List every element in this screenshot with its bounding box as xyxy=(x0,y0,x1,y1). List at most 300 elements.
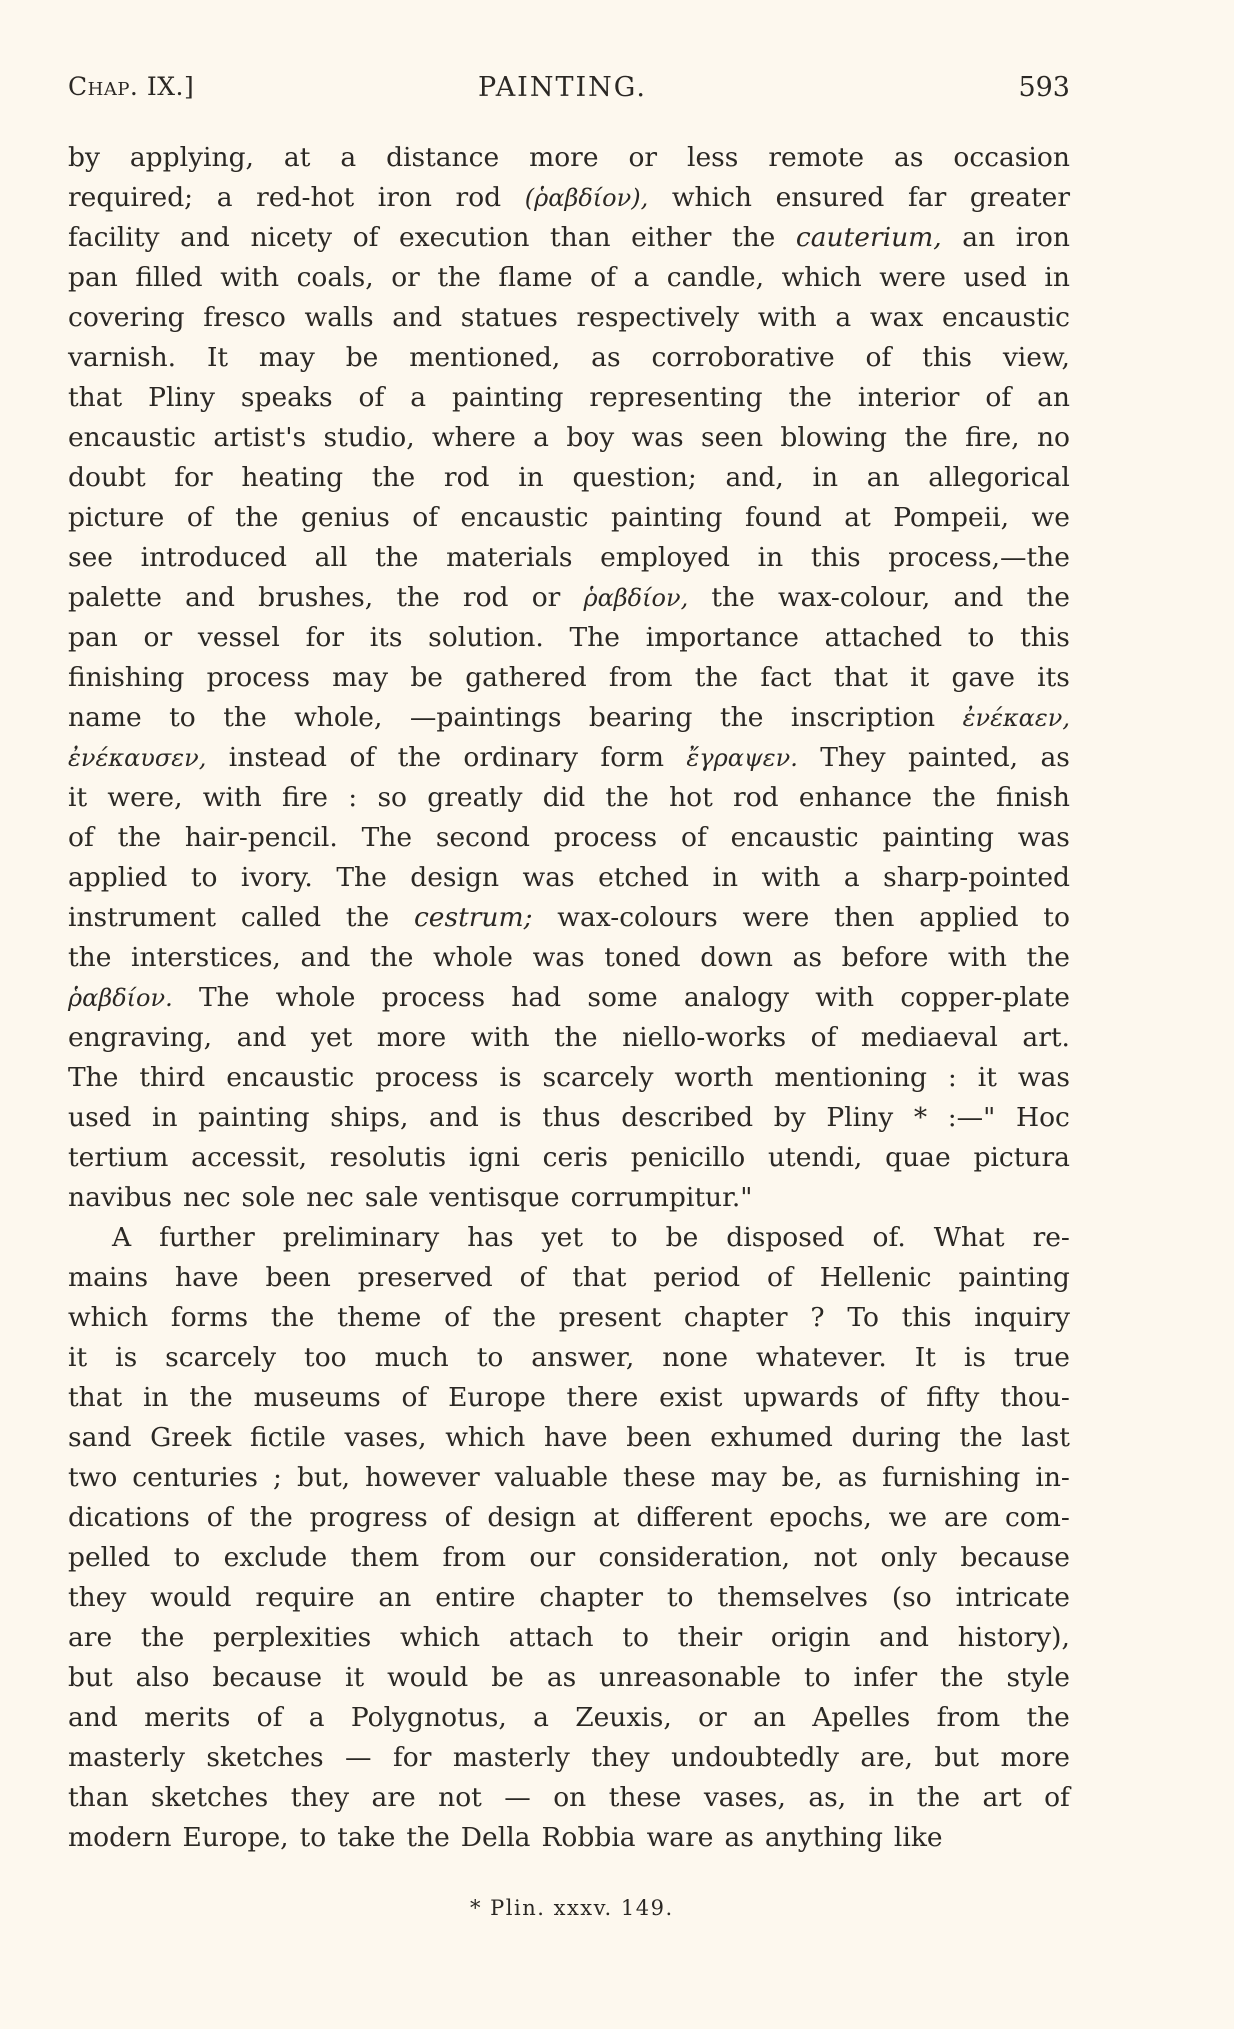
word: be xyxy=(665,1222,699,1253)
word: or xyxy=(143,622,173,653)
word: sand xyxy=(68,1422,132,1453)
word: a xyxy=(533,422,549,453)
word: of xyxy=(358,382,385,413)
word: accessit, xyxy=(191,1142,308,1173)
word: yet xyxy=(310,1022,353,1053)
word: the xyxy=(345,902,390,933)
word: some xyxy=(587,982,658,1013)
word: much xyxy=(374,1342,449,1373)
word: Pliny xyxy=(826,1102,894,1133)
word: are xyxy=(68,1622,113,1653)
word: encaustic xyxy=(460,502,589,533)
word: pan xyxy=(68,622,118,653)
word: which xyxy=(445,1422,526,1453)
word: upwards xyxy=(743,1382,859,1413)
text-line xyxy=(68,1778,1070,1818)
word: the xyxy=(396,582,440,613)
text-line xyxy=(68,1138,1070,1178)
word: were xyxy=(879,262,946,293)
word: process xyxy=(553,822,658,853)
word: the xyxy=(904,422,948,453)
word: the xyxy=(731,222,776,253)
text-line xyxy=(68,1538,1070,1578)
word: a xyxy=(533,1702,549,1733)
word: walls xyxy=(304,302,374,333)
word: quae xyxy=(885,1142,951,1173)
page-title: PAINTING. xyxy=(478,72,647,103)
word: to xyxy=(299,1822,327,1853)
word: applying, xyxy=(129,142,254,173)
word: of xyxy=(519,1262,546,1293)
word: was xyxy=(631,422,684,453)
word: blowing xyxy=(780,422,888,453)
word: statues xyxy=(460,302,558,333)
word: themselves xyxy=(717,1582,868,1613)
text-line xyxy=(68,178,1070,218)
word: the xyxy=(189,1382,233,1413)
word: A xyxy=(112,1222,132,1253)
word: Hellenic xyxy=(819,1262,932,1293)
word: is xyxy=(499,1102,522,1133)
word: has xyxy=(467,1222,514,1253)
word: ware xyxy=(646,1822,714,1853)
text-line xyxy=(68,378,1070,418)
word: corrumpitur." xyxy=(570,1182,753,1213)
word: may xyxy=(710,1462,767,1493)
word: ῥαβδίον, xyxy=(583,584,689,612)
word: design xyxy=(410,862,500,893)
word: that xyxy=(572,1262,627,1293)
word: as xyxy=(724,1822,754,1853)
word: they xyxy=(68,1582,127,1613)
word: a xyxy=(308,1702,325,1733)
word: present xyxy=(558,1302,662,1333)
word: enhance xyxy=(798,782,913,813)
word: of xyxy=(352,222,379,253)
word: mentioning xyxy=(774,1062,927,1093)
word: on xyxy=(553,1782,587,1813)
word: whole, xyxy=(294,702,383,733)
text-line xyxy=(68,1298,1070,1338)
word: more xyxy=(529,142,599,173)
text-line xyxy=(68,818,1070,858)
word: applied xyxy=(919,902,1019,933)
word: The xyxy=(198,982,250,1013)
word: as xyxy=(546,1662,577,1693)
word: nec xyxy=(182,1182,231,1213)
word: be xyxy=(345,342,379,373)
word: required; xyxy=(68,182,194,213)
word: used xyxy=(963,262,1027,293)
word: in xyxy=(868,1782,895,1813)
word: period xyxy=(653,1262,741,1293)
word: would xyxy=(387,1662,469,1693)
word: but xyxy=(68,1662,113,1693)
word: may xyxy=(258,342,315,373)
word: painting xyxy=(198,1102,310,1133)
word: of xyxy=(1044,1782,1070,1813)
word: it xyxy=(68,782,88,813)
text-line xyxy=(68,1018,1070,1058)
word: as xyxy=(792,942,822,973)
word: pictura xyxy=(973,1142,1070,1173)
word: fresco xyxy=(203,302,286,333)
word: preserved xyxy=(357,1262,493,1293)
word: — xyxy=(504,1782,531,1813)
body-text xyxy=(68,138,1070,1858)
word: ἐνέκαεν, xyxy=(962,704,1070,732)
word: instrument xyxy=(68,902,217,933)
word: process,—the xyxy=(888,542,1070,573)
text-line xyxy=(68,578,1070,618)
word: Hoc xyxy=(1015,1102,1070,1133)
word: facility xyxy=(68,222,160,253)
word: progress xyxy=(309,1502,428,1533)
word: applied xyxy=(68,862,168,893)
word: ? xyxy=(810,1302,825,1333)
word: pelled xyxy=(68,1542,151,1573)
word: infer xyxy=(853,1662,918,1693)
word: an xyxy=(866,462,900,493)
word: than xyxy=(549,222,611,253)
word: and xyxy=(429,1102,479,1133)
word: in xyxy=(151,1102,178,1133)
word: because xyxy=(960,1542,1070,1573)
word: What xyxy=(933,1222,1005,1253)
word: in xyxy=(712,862,739,893)
word: finishing xyxy=(68,662,185,693)
word: a xyxy=(340,142,357,173)
word: unreasonable xyxy=(599,1662,781,1693)
word: nec xyxy=(306,1182,354,1213)
word: a xyxy=(633,262,650,293)
word: an xyxy=(962,222,996,253)
word: was xyxy=(1017,822,1070,853)
word: To xyxy=(847,1302,879,1333)
word: instead xyxy=(228,742,328,773)
text-line xyxy=(68,1818,1070,1858)
word: It xyxy=(206,342,229,373)
word: analogy xyxy=(683,982,789,1013)
word: and xyxy=(68,1702,118,1733)
text-line xyxy=(68,778,1070,818)
word: and xyxy=(185,582,235,613)
word: seen xyxy=(701,422,764,453)
word: would xyxy=(150,1582,232,1613)
word: ensured xyxy=(775,182,885,213)
word: the xyxy=(720,702,764,733)
word: two xyxy=(68,1462,118,1493)
word: introduced xyxy=(140,542,287,573)
word: remote xyxy=(768,142,865,173)
word: mediaeval xyxy=(860,1022,998,1053)
word: valuable xyxy=(494,1462,609,1493)
word: all xyxy=(314,542,348,573)
word: process xyxy=(381,982,486,1013)
word: doubt xyxy=(68,462,146,493)
word: representing xyxy=(589,382,763,413)
text-line xyxy=(68,1378,1070,1418)
word: in xyxy=(518,462,544,493)
word: painting xyxy=(451,382,564,413)
word: that xyxy=(68,1382,123,1413)
word: covering xyxy=(68,302,185,333)
word: painting xyxy=(882,822,994,853)
word: than xyxy=(68,1782,129,1813)
word: fact xyxy=(760,662,812,693)
word: been xyxy=(265,1262,331,1293)
word: this xyxy=(901,1302,952,1333)
word: : xyxy=(348,782,358,813)
word: corroborative xyxy=(651,342,835,373)
word: also xyxy=(135,1662,190,1693)
word: with xyxy=(948,942,1007,973)
word: true xyxy=(1013,1342,1070,1373)
footnote: * Plin. xxxv. 149. xyxy=(470,1896,674,1920)
word: as xyxy=(1040,742,1070,773)
word: our xyxy=(529,1542,576,1573)
word: have xyxy=(175,1262,239,1293)
word: which xyxy=(399,1622,481,1653)
word: the xyxy=(235,502,279,533)
word: of xyxy=(412,502,439,533)
word: yet xyxy=(541,1222,583,1253)
word: from xyxy=(442,1542,507,1573)
word: like xyxy=(893,1822,943,1853)
word: bearing xyxy=(588,702,693,733)
word: the xyxy=(223,702,267,733)
word: the xyxy=(140,1622,185,1653)
text-line xyxy=(68,1338,1070,1378)
word: of xyxy=(865,342,892,373)
word: take xyxy=(337,1822,396,1853)
word: of xyxy=(401,1382,428,1413)
word: Pliny xyxy=(148,382,215,413)
word: with xyxy=(220,262,280,293)
word: studio, xyxy=(323,422,415,453)
word: thus xyxy=(542,1102,601,1133)
word: with xyxy=(815,982,875,1013)
word: They xyxy=(820,742,886,773)
word: thou- xyxy=(1000,1382,1070,1413)
word: form xyxy=(600,742,664,773)
word: worth xyxy=(674,1062,754,1093)
text-line xyxy=(68,1258,1070,1298)
word: of xyxy=(186,502,213,533)
word: this xyxy=(810,542,861,573)
word: at xyxy=(844,502,871,533)
word: Robbia xyxy=(541,1822,636,1853)
word: scarcely xyxy=(542,1062,654,1093)
word: the xyxy=(1026,582,1070,613)
word: modern xyxy=(68,1822,172,1853)
word: may xyxy=(332,662,389,693)
word: process xyxy=(375,1062,479,1093)
word: The xyxy=(336,862,387,893)
word: their xyxy=(677,1622,743,1653)
word: with xyxy=(761,862,821,893)
word: sale xyxy=(364,1182,419,1213)
word: speaks xyxy=(240,382,333,413)
word: not xyxy=(438,1782,482,1813)
word: to xyxy=(803,1662,831,1693)
word: * xyxy=(913,1102,928,1133)
word: to xyxy=(169,702,196,733)
word: a xyxy=(835,302,852,333)
word: dications xyxy=(68,1502,190,1533)
text-line xyxy=(68,1458,1070,1498)
word: igni xyxy=(468,1142,520,1173)
word: consideration, xyxy=(598,1542,791,1573)
word: scarcely xyxy=(165,1342,277,1373)
word: in- xyxy=(1035,1462,1070,1493)
word: from xyxy=(608,662,673,693)
word: and xyxy=(180,222,230,253)
word: with xyxy=(470,1022,530,1053)
word: and xyxy=(879,1622,930,1653)
word: had xyxy=(511,982,562,1013)
word: preliminary xyxy=(282,1222,440,1253)
word: of xyxy=(349,742,376,773)
word: whole xyxy=(433,942,513,973)
word: encaustic xyxy=(68,422,197,453)
word: and xyxy=(392,302,443,333)
text-line xyxy=(68,698,1070,738)
word: It xyxy=(914,1342,936,1373)
word: of xyxy=(767,1262,793,1293)
word: we xyxy=(1031,502,1070,533)
word: importance xyxy=(645,622,799,653)
word: genius xyxy=(300,502,390,533)
word: a xyxy=(410,382,427,413)
text-line xyxy=(68,418,1070,458)
word: :—" xyxy=(947,1102,996,1133)
word: varnish. xyxy=(68,342,177,373)
word: process xyxy=(206,662,310,693)
word: where xyxy=(431,422,516,453)
word: third xyxy=(139,1062,206,1093)
word: boy xyxy=(566,422,615,453)
word: centuries xyxy=(132,1462,259,1493)
text-line xyxy=(68,298,1070,338)
word: picture xyxy=(68,502,165,533)
word: Greek xyxy=(150,1422,232,1453)
word: and xyxy=(300,942,351,973)
word: which xyxy=(671,182,752,213)
word: disposed xyxy=(726,1222,845,1253)
text-line xyxy=(68,218,1070,258)
word: with xyxy=(202,782,262,813)
word: exist xyxy=(659,1382,723,1413)
word: an xyxy=(753,1702,786,1733)
word: materials xyxy=(446,542,573,573)
word: wax-colour, xyxy=(777,582,931,613)
word: The xyxy=(68,1062,119,1093)
word: ; xyxy=(273,1462,282,1493)
word: the xyxy=(437,262,481,293)
word: occasion xyxy=(953,142,1070,173)
word: not xyxy=(813,1542,858,1573)
word: were, xyxy=(107,782,183,813)
chapter-label: Chap. IX.] xyxy=(68,72,195,101)
word: flame xyxy=(498,262,573,293)
word: last xyxy=(1021,1422,1070,1453)
word: Apelles xyxy=(812,1702,911,1733)
word: more xyxy=(376,1022,447,1053)
word: was xyxy=(532,942,585,973)
word: an xyxy=(1037,382,1070,413)
word: masterly xyxy=(452,1742,570,1773)
word: these xyxy=(623,1462,696,1493)
word: theme xyxy=(337,1302,422,1333)
word: more xyxy=(1000,1742,1070,1773)
word: nicety xyxy=(250,222,333,253)
word: sharp-pointed xyxy=(883,862,1070,893)
word: ῥαβδίον. xyxy=(68,984,173,1012)
word: the xyxy=(249,1502,293,1533)
word: finish xyxy=(996,782,1070,813)
word: different xyxy=(636,1502,753,1533)
word: fictile xyxy=(250,1422,326,1453)
word: Polygnotus, xyxy=(350,1702,507,1733)
word: described xyxy=(621,1102,754,1133)
text-line xyxy=(68,1058,1070,1098)
word: have xyxy=(544,1422,608,1453)
running-head xyxy=(68,72,1070,106)
word: the xyxy=(554,1022,598,1053)
word: attach xyxy=(508,1622,594,1653)
word: rod xyxy=(455,182,502,213)
word: ἐνέκαυσεν, xyxy=(68,744,207,772)
word: to xyxy=(611,1222,638,1253)
word: The xyxy=(361,822,413,853)
word: did xyxy=(542,782,586,813)
word: the xyxy=(605,782,649,813)
text-line xyxy=(68,938,1070,978)
word: at xyxy=(592,1502,620,1533)
word: exhumed xyxy=(710,1422,833,1453)
word: solution. xyxy=(428,622,544,653)
word: wax-colours xyxy=(557,902,718,933)
word: —paintings xyxy=(409,702,562,733)
word: navibus xyxy=(68,1182,172,1213)
word: were xyxy=(742,902,810,933)
word: Della xyxy=(460,1822,531,1853)
word: chapter xyxy=(683,1302,788,1333)
word: style xyxy=(1006,1662,1070,1693)
word: gathered xyxy=(465,662,587,693)
word: inscription xyxy=(790,702,936,733)
word: Europe xyxy=(448,1382,546,1413)
word: too xyxy=(304,1342,347,1373)
word: of xyxy=(810,1022,837,1053)
word: — xyxy=(345,1742,372,1773)
word: sketches xyxy=(151,1782,269,1813)
word: of xyxy=(68,822,94,853)
word: the xyxy=(270,1302,315,1333)
word: of xyxy=(590,262,616,293)
word: (ῥαβδίον), xyxy=(524,184,649,212)
word: at xyxy=(283,142,311,173)
word: attached xyxy=(824,622,943,653)
word: encaustic xyxy=(730,822,859,853)
word: from xyxy=(936,1702,1001,1733)
word: or xyxy=(391,262,420,293)
text-line xyxy=(68,1738,1070,1778)
word: to xyxy=(476,1342,504,1373)
word: as xyxy=(591,342,621,373)
word: chapter xyxy=(539,1582,643,1613)
